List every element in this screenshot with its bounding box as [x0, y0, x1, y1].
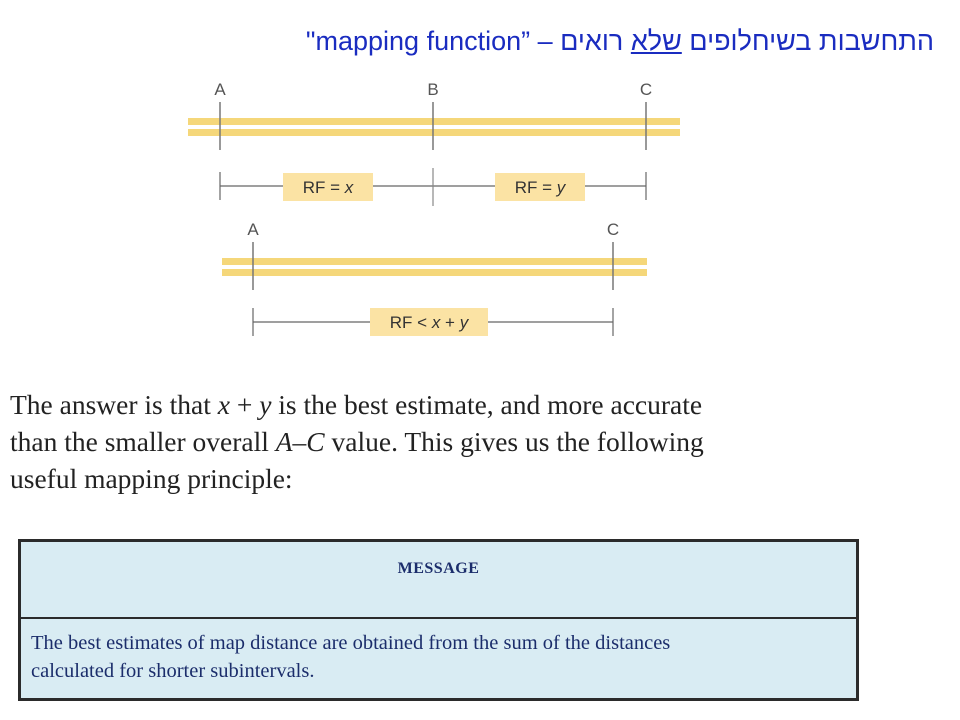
paragraph-line-2: than the smaller overall A–C value. This gives us the following — [10, 426, 704, 457]
title-underlined-word: שלא — [630, 26, 682, 56]
message-body — [21, 619, 856, 695]
rf-y-label: RF = y — [514, 178, 566, 197]
locus-c-top-label: C — [639, 80, 653, 99]
bottom-chromosome-core — [222, 265, 647, 269]
locus-a-top-label: A — [214, 80, 226, 99]
top-chromosome-core — [188, 125, 680, 129]
rf-x-label: RF = x — [302, 178, 354, 197]
locus-c-bottom-label: C — [606, 220, 620, 239]
message-box — [18, 539, 859, 701]
message-heading: MESSAGE — [21, 542, 856, 619]
explanation-paragraph — [10, 386, 850, 497]
title-part-1: התחשבות בשיחלופים — [681, 26, 934, 56]
bottom-chromosome — [222, 258, 647, 276]
paragraph-line-3: useful mapping principle: — [10, 463, 293, 494]
title-part-2: רואים – ”mapping function" — [305, 26, 631, 56]
paragraph-line-1: The answer is that x + y is the best estimate, and more accurate — [10, 389, 703, 420]
top-chromosome — [188, 118, 680, 136]
locus-a-bottom-label: A — [247, 220, 259, 239]
locus-b-top-label: B — [427, 80, 439, 99]
message-line-2: calculated for shorter subintervals. — [31, 660, 315, 682]
message-line-1: The best estimates of map distance are obtained from the sum of the distances — [31, 632, 671, 654]
rf-sum-label: RF < x + y — [389, 313, 469, 332]
